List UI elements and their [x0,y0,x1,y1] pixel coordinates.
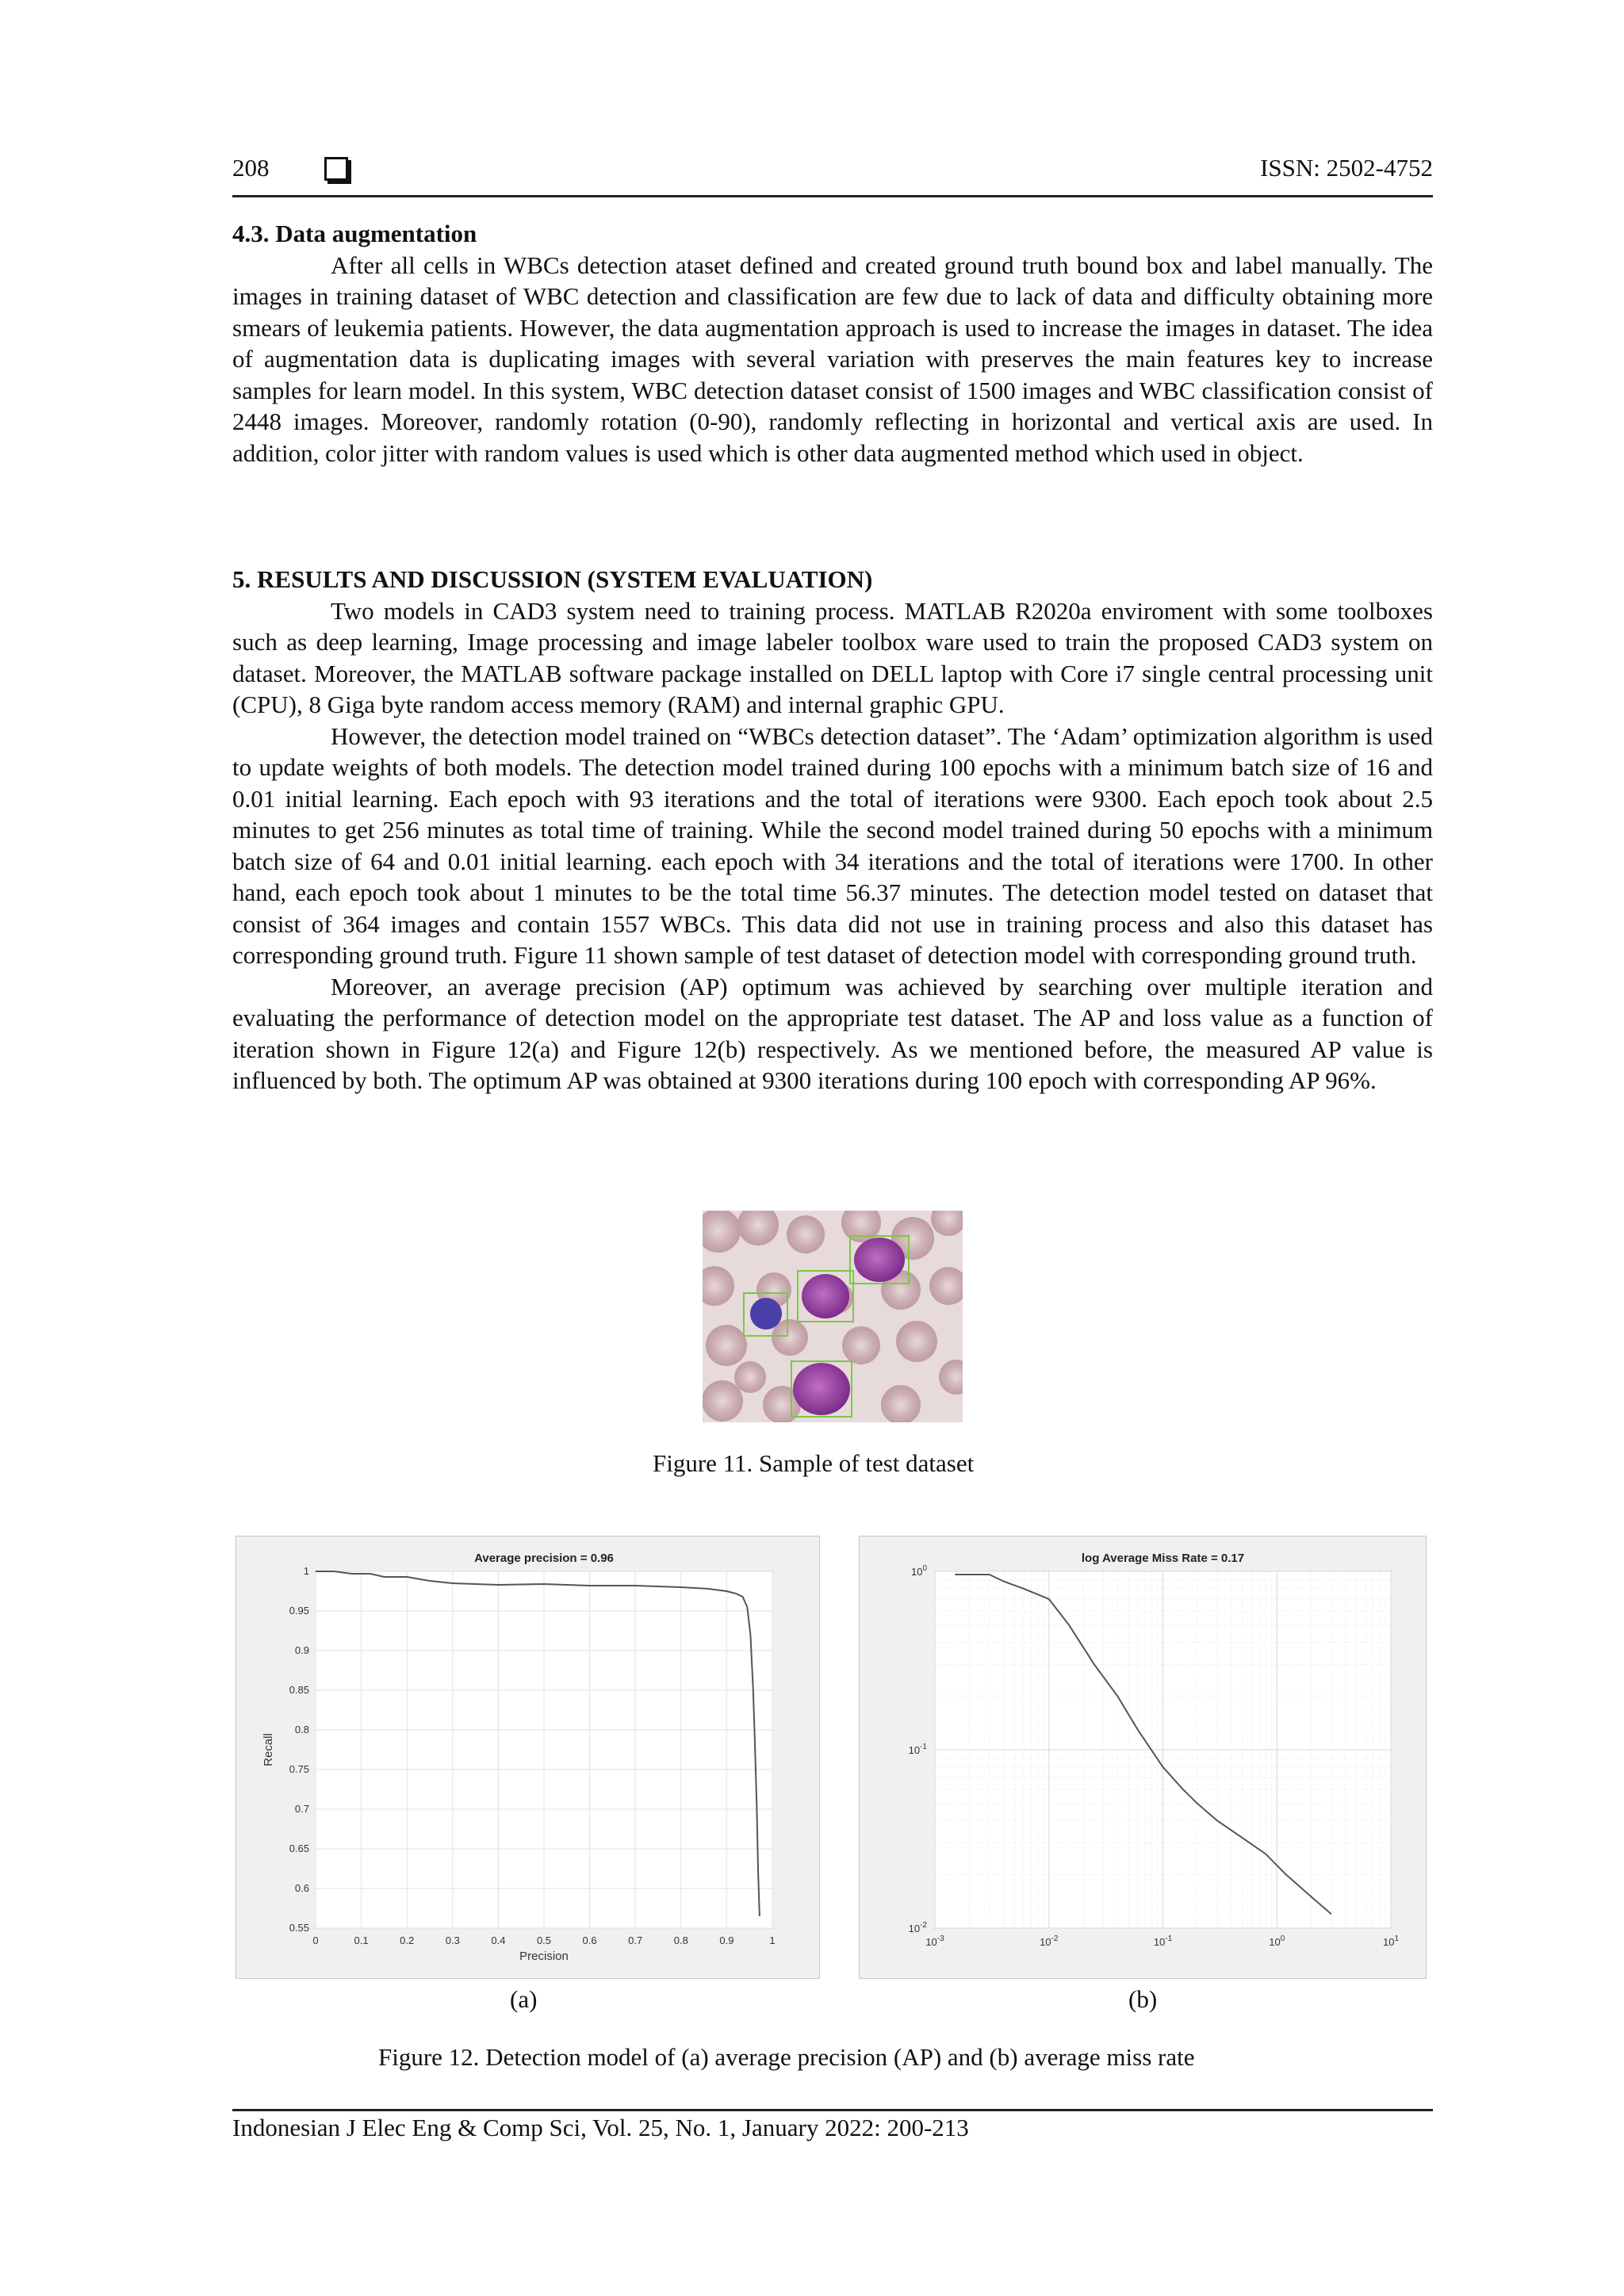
x-tick-label: $10^{-1}$ [1153,1934,1173,1948]
x-tick-label: 0 [312,1934,319,1946]
y-tick-label: 0.55 [289,1922,309,1934]
x-tick-label: $10^{-3}$ [925,1934,944,1948]
x-tick-label: 0.1 [354,1934,369,1946]
y-tick-label: 0.85 [289,1684,309,1696]
figure-12a-chart [236,1536,820,1979]
x-tick-label: $10^{-2}$ [1040,1934,1059,1948]
x-tick-label: 0.4 [491,1934,506,1946]
figure-12-caption: Figure 12. Detection model of (a) average precision (AP) and (b) average miss rate [378,2043,1195,2071]
x-tick-label: 0.3 [445,1934,460,1946]
figure-11-caption: Figure 11. Sample of test dataset [653,1449,975,1477]
y-tick-label: $10^{-1}$ [908,1743,927,1756]
x-tick-label: 0.6 [582,1934,597,1946]
figure-11-image [703,1211,963,1422]
paragraph: Moreover, an average precision (AP) optimum was achieved by searching over multiple iteration and evaluating the performance of detection model on the appropriate test dataset. The AP and loss value as a function of iteration shown in Figure 12(a) and Figure 12(b) respectively. As we mentioned before, the measured AP value is influenced by both. The optimum AP was obtained at 9300 iterations during 100 epoch with corresponding AP 96%. [232,972,1433,1094]
section-data-augmentation [232,218,1433,469]
section-results [232,564,1433,1096]
y-tick-label: $10^0$ [910,1564,927,1578]
paragraph: After all cells in WBCs detection ataset defined and created ground truth bound box and label manually. The images in training dataset of WBC detection and classification are few due to lack of data and difficulty obtaining more smears of leukemia patients. However, the data augmentation approach is used to increase the images in dataset. The idea of augmentation data is duplicating images with several variation with preserves the main features key to increase samples for learn model. In this system, WBC detection dataset consist of 1500 images and WBC classification consist of 2448 images. Moreover, randomly rotation (0-90), randomly reflecting in horizontal and vertical axis are used. In addition, color jitter with random values is used which is other data augmented method which used in object. [232,251,1433,467]
miss-rate-chart [860,1536,1426,1978]
paragraph: Two models in CAD3 system need to training process. MATLAB R2020a enviroment with some toolboxes such as deep learning, Image processing and image labeler toolbox ware used to train the proposed CAD3 system on dataset. Moreover, the MATLAB software package installed on DELL laptop with Core i7 single central processing unit (CPU), 8 Giga byte random access memory (RAM) and internal graphic GPU. [232,596,1433,718]
chart-title: log Average Miss Rate = 0.17 [1081,1552,1245,1565]
page-number: 208 [232,154,270,182]
figure-12b-label: (b) [1128,1985,1158,2013]
y-tick-label: 0.95 [289,1605,309,1617]
y-axis-label: Recall [262,1733,275,1766]
section-heading: 4.3. Data augmentation [232,220,477,247]
x-tick-label: 0.5 [536,1934,552,1946]
figure-12a-label: (a) [510,1985,538,2013]
y-tick-label: $10^{-2}$ [908,1921,927,1934]
precision-recall-chart [236,1536,819,1978]
y-tick-label: 0.75 [289,1763,309,1775]
y-tick-label: 0.8 [294,1724,309,1735]
figure-12b-chart [859,1536,1427,1979]
y-tick-label: 0.9 [294,1644,309,1656]
paragraph: However, the detection model trained on “WBCs detection dataset”. The ‘Adam’ optimization algorithm is used to update weights of both models. The detection model trained during 100 epochs with a minimum batch size of 16 and 0.01 initial learning. Each epoch with 93 iterations and the total of iterations were 9300. Each epoch took about 2.5 minutes to get 256 minutes as total time of training. While the second model trained during 50 epochs with a minimum batch size of 64 and 0.01 initial learning. each epoch with 34 iterations and the total of iterations were 1700. In other hand, each epoch took about 1 minutes to be the total time 56.37 minutes. The detection model tested on dataset that consist of 364 images and contain 1557 WBCs. This data did not use in training process and also this dataset has corresponding ground truth. Figure 11 shown sample of test dataset of detection model with corresponding ground truth. [232,721,1433,969]
x-tick-label: $10^0$ [1269,1934,1285,1948]
page-header [232,151,1433,197]
section-heading: 5. RESULTS AND DISCUSSION (SYSTEM EVALUATION) [232,565,873,593]
chart-title: Average precision = 0.96 [474,1552,614,1565]
footer-divider [232,2109,1433,2111]
x-axis-label: Precision [519,1950,569,1963]
y-tick-label: 1 [303,1565,309,1577]
issn: ISSN: 2502-4752 [1260,154,1433,182]
x-tick-label: 0.2 [400,1934,415,1946]
footer-citation: Indonesian J Elec Eng & Comp Sci, Vol. 25, No. 1, January 2022: 200-213 [232,2114,969,2141]
y-tick-label: 0.7 [294,1803,309,1815]
x-tick-label: 0.9 [719,1934,734,1946]
x-tick-label: 0.7 [628,1934,643,1946]
y-tick-label: 0.65 [289,1843,309,1854]
x-tick-label: 1 [769,1934,776,1946]
blood-smear-image [703,1211,963,1422]
x-tick-label: 0.8 [673,1934,688,1946]
x-tick-label: $10^1$ [1382,1934,1400,1948]
y-tick-label: 0.6 [294,1882,309,1894]
checkbox-square-icon [324,157,348,181]
